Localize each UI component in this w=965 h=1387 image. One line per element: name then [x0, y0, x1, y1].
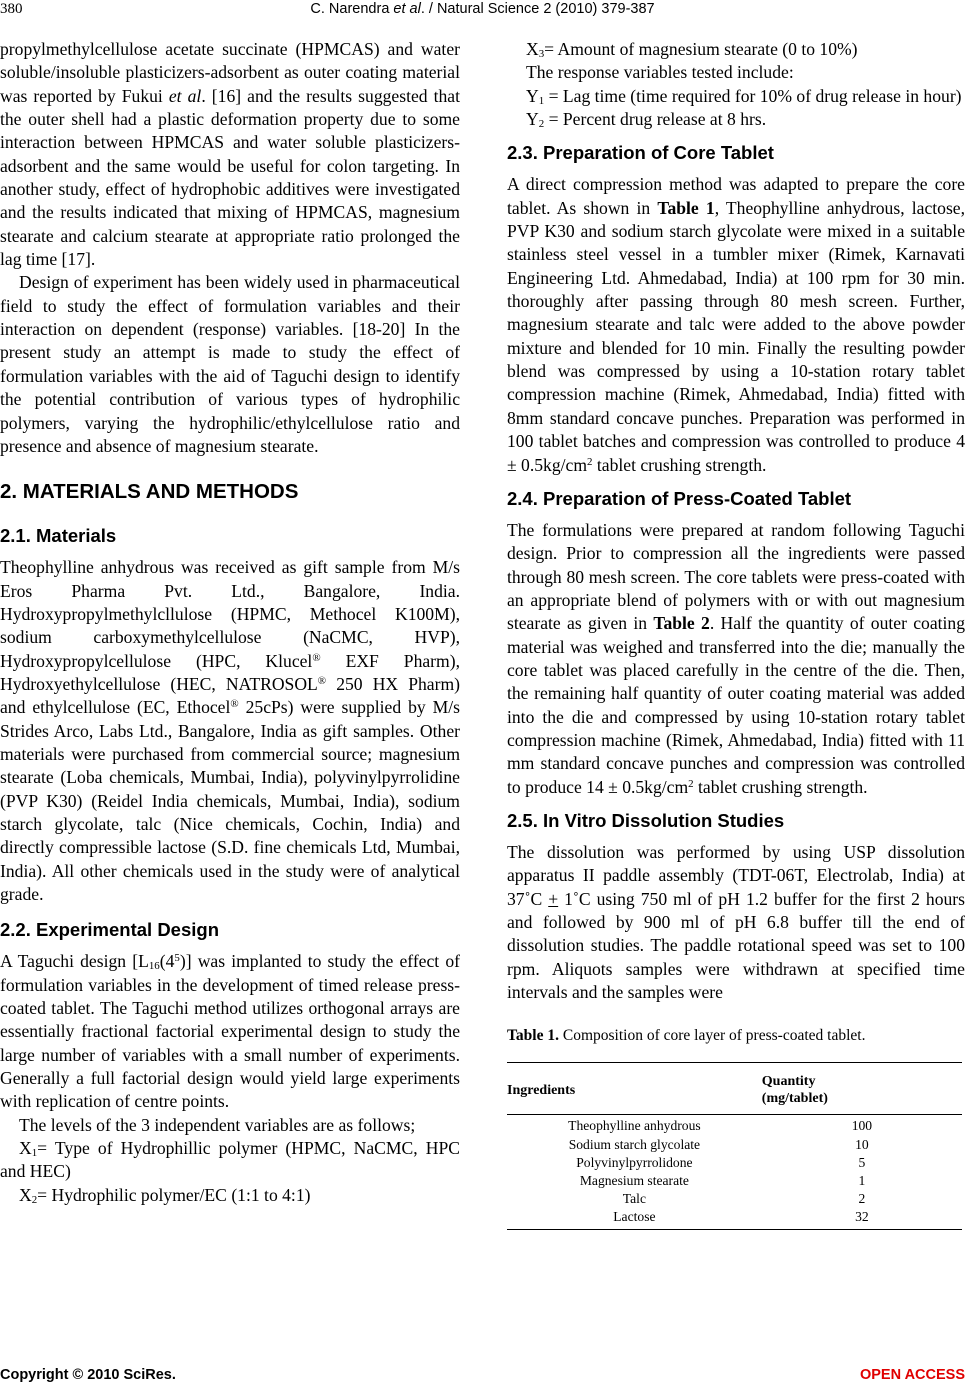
core-tablet-paragraph: [507, 173, 965, 476]
text: The dissolution was performed by using USP dissolution apparatus II paddle assembly (TDT-06T, Electrolab, India) at 37˚C: [507, 841, 965, 909]
text-italic: et al: [168, 85, 202, 106]
table-row: [507, 1208, 962, 1229]
subsection-heading-dissolution: 2.5. In Vitro Dissolution Studies: [507, 809, 785, 831]
table-1-composition: [507, 1062, 962, 1229]
text: propylmethylcellulose acetate succinate (HPMCAS) and water soluble/insoluble plasticizers-adsorbent as outer coating material was reported by Fukui: [0, 39, 460, 106]
variable-x3: [507, 38, 965, 61]
subscript: 2: [538, 118, 545, 131]
text: 25cPs) were supplied by M/s Strides Arco, Labs Ltd., Bangalore, India as gift samples. Other materials were purchased from commercial source; magnesium stearate (Loba chemicals, Mumbai, India), polyvinylpyrrolidine (PVP K30) (Reidel India chemicals, Mumbai, India), sodium starch glycolate, talc (Nice chemicals, Cochin, India) and directly compressible lactose (S.D. fine chemicals Ltd, Mumbai, India). All other chemicals used in the study were of analytical grade.: [0, 697, 460, 904]
subsection-heading-materials: 2.1. Materials: [0, 525, 117, 547]
press-coated-paragraph: [507, 519, 965, 799]
running-journal: . / Natural Science 2 (2010) 379-387: [420, 1, 655, 17]
superscript: 2: [587, 455, 593, 468]
running-etal: et al: [393, 1, 421, 17]
text: = Amount of magnesium stearate (0 to 10%): [544, 39, 858, 59]
subscript: 2: [31, 1193, 38, 1206]
intro-paragraph-2: Design of experiment has been widely used in pharmaceutical field to study the effect of formulation variables and their interaction on dependent (response) variables. [18-20] In the present study an attempt is made to study the effect of formulation variables with the aid of Taguchi design to identify the potential contribution of various types of hydrophilic polymers, varying the hydrophilic/ethylcellulose ratio and presence and absence of magnesium stearate.: [0, 272, 460, 456]
text: )] was implanted to study the effect of formulation variables in the development of timed release press-coated tablet. The Taguchi method utilizes orthogonal arrays are essentially fractional factorial experimental design to study the large number of variables with a small number of experiments. Generally a full factorial design would yield large experiments with replication of centre points.: [0, 951, 460, 1112]
subscript: 1: [31, 1147, 38, 1160]
registered-mark: ®: [312, 651, 321, 664]
table-header-row: [507, 1063, 962, 1115]
var: Y: [526, 109, 539, 130]
text: Theophylline anhydrous was received as gift sample from M/s Eros Pharma Pvt. Ltd., Bangalore, India. Hydroxypropylmethylcllulose (HPMC, Methocel K100M), sodium carboxymethylcellulose (NaCMC, HVP), Hydroxypropylcellulose (HPC, Klucel: [0, 557, 460, 671]
response-y1: [507, 85, 965, 108]
dissolution-paragraph: [507, 841, 965, 1004]
ingredient-cell: Talc: [622, 1191, 646, 1207]
intro-paragraph-1: [0, 38, 460, 271]
subsection-heading-core-tablet: 2.3. Preparation of Core Tablet: [507, 142, 774, 164]
text: = Lag time (time required for 10% of drug release in hour): [544, 85, 962, 106]
variable-x1: [0, 1137, 460, 1184]
subsection-heading-experimental-design: 2.2. Experimental Design: [0, 919, 220, 941]
text: = Hydrophilic polymer/EC (1:1 to 4:1): [37, 1184, 311, 1205]
text: (4: [159, 951, 175, 972]
text: . [16] and the results suggested that the outer shell had a plastic deformation property due to some interaction between HPMCAS and water soluble plasticizers-adsorbent and the same would be useful for colon targeting. In another study, effect of hydrophobic additives were investigated and the results indicated that mixing of HPMCAS, magnesium stearate and calcium stearate at appropriate ratio prolonged the lag time [17].: [0, 85, 461, 270]
header-line: Quantity: [761, 1074, 816, 1090]
materials-paragraph: [0, 556, 460, 906]
text: tablet crushing strength.: [592, 454, 767, 475]
caption-text: Composition of core layer of press-coated tablet.: [558, 1027, 866, 1045]
table-row: [507, 1136, 962, 1154]
page-footer: [0, 1367, 965, 1387]
left-column: [0, 38, 460, 1207]
running-header: [0, 0, 965, 22]
table-reference-link[interactable]: Table 1: [657, 197, 715, 218]
response-y2: [507, 108, 965, 131]
quantity-cell: 5: [858, 1154, 866, 1170]
plus-minus-sign: +: [548, 888, 559, 909]
section-heading-materials-methods: 2. MATERIALS AND METHODS: [0, 480, 299, 504]
var: X: [19, 1184, 32, 1205]
text: tablet crushing strength.: [693, 776, 868, 797]
table-1-caption: [507, 1026, 965, 1046]
response-intro: The response variables tested include:: [526, 62, 794, 83]
design-paragraph: [0, 950, 460, 1113]
table-row: [507, 1190, 962, 1208]
column-header-quantity: [762, 1063, 962, 1115]
text: EXF Pharm), Hydroxyethylcellulose (HEC, NATROSOL: [0, 650, 460, 694]
text: The formulations were prepared at random following Taguchi design. Prior to compression all the ingredients were passed through 80 mesh screen. The core tablets were press-coated with an appropriate blend of polymers with or with out magnesium stearate as given in: [507, 519, 965, 634]
right-column: [507, 38, 965, 1230]
quantity-cell: 10: [855, 1136, 869, 1152]
table-row: [507, 1172, 962, 1190]
quantity-cell: 32: [855, 1209, 869, 1225]
text: 250 HX Pharm) and ethylcellulose (EC, Ethocel: [0, 673, 460, 718]
text: . Half the quantity of outer coating material was weighed and transferred into the die; manually the core tablet was placed carefully in the centre of the die. Then, the remaining half quantity of outer coating material was added into the die and compressed by using 10-station rotary tablet compression machine (Rimek, Ahmedabad, India) fitted with 11 mm standard concave punches and compression was controlled to produce 14 ± 0.5kg/cm: [507, 613, 965, 797]
header-unit: (mg/tablet): [761, 1091, 828, 1107]
table-row: [507, 1154, 962, 1172]
text: 1˚C using 750 ml of pH 1.2 buffer for the first 2 hours and followed by 900 ml of pH 6.8 buffer till the end of dissolution studies. The paddle rotational speed was set to 100 rpm. Aliquots samples were withdrawn at specified time intervals and the samples were: [507, 888, 965, 1003]
quantity-cell: 2: [858, 1191, 866, 1207]
registered-mark: ®: [317, 674, 327, 687]
table-reference-link[interactable]: Table 2: [653, 613, 710, 634]
quantity-cell: 100: [851, 1118, 873, 1134]
quantity-cell: 1: [858, 1172, 866, 1188]
page-number: 380: [0, 1, 23, 17]
column-header-ingredients: Ingredients: [507, 1082, 576, 1098]
running-title: [0, 1, 965, 17]
ingredient-cell: Theophylline anhydrous: [568, 1118, 701, 1134]
caption-label: Table 1.: [507, 1027, 559, 1045]
subscript: 1: [538, 94, 545, 107]
open-access-badge: OPEN ACCESS: [859, 1367, 965, 1383]
text: , Theophylline anhydrous, lactose, PVP K30 and sodium starch glycolate were mixed in a suitable stainless steel vessel in a tumbler mixer (Rimek, Karnavati Engineering Ltd. Ahmedabad, India) at 100 rpm for 30 min. thoroughly after passing through 80 mesh screen. Further, magnesium stearate and talc were added to the above powder mixture and blended for 10 min. Finally the resulting powder blend was compressed by using a 10-station rotary tablet compression machine (Rimek, Ahmedabad, India) fitted with 8mm standard concave punches. Preparation was performed in 100 tablet batches and compression was controlled to produce 4 ± 0.5kg/cm: [507, 197, 965, 475]
registered-mark: ®: [230, 698, 239, 711]
levels-paragraph: The levels of the 3 independent variables are as follows;: [19, 1114, 416, 1135]
variable-x2: [0, 1184, 460, 1207]
var: X: [526, 39, 539, 59]
text: A direct compression method was adapted to prepare the core tablet. As shown in: [507, 174, 965, 218]
var: Y: [526, 85, 539, 106]
ingredient-cell: Lactose: [613, 1209, 656, 1225]
subscript: 3: [538, 48, 545, 61]
ingredient-cell: Sodium starch glycolate: [568, 1136, 701, 1152]
var: X: [19, 1138, 32, 1159]
running-authors: C. Narendra: [310, 1, 394, 17]
copyright-notice: Copyright © 2010 SciRes.: [0, 1367, 176, 1383]
superscript: 5: [174, 952, 180, 965]
text: = Type of Hydrophillic polymer (HPMC, NaCMC, HPC and HEC): [0, 1138, 460, 1182]
text: = Percent drug release at 8 hrs.: [544, 109, 767, 130]
table-row: [507, 1115, 962, 1136]
text: A Taguchi design [L: [0, 951, 149, 972]
subsection-heading-press-coated: 2.4. Preparation of Press-Coated Tablet: [507, 487, 852, 509]
ingredient-cell: Polyvinylpyrrolidone: [576, 1154, 693, 1170]
subscript: 16: [148, 960, 160, 973]
ingredient-cell: Magnesium stearate: [579, 1172, 689, 1188]
superscript: 2: [688, 777, 694, 790]
